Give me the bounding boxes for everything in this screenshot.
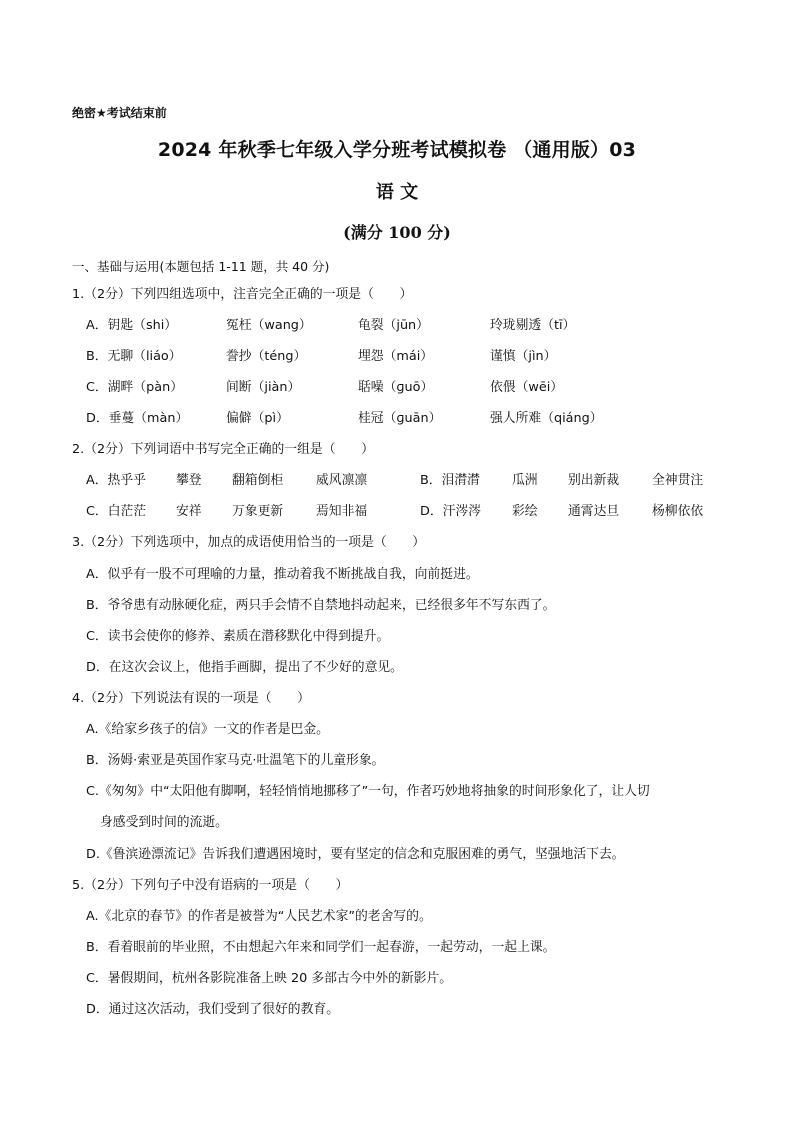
q3-option-d: D．在这次会议上，他指手画脚，提出了不少好的意见。 <box>86 660 403 675</box>
q2-option-d-4: 杨柳依依 <box>652 504 704 519</box>
q1-option-a-3: 龟裂（jūn） <box>358 318 429 333</box>
q1-option-c-3: 聒噪（ɡuō） <box>358 380 434 395</box>
q1-option-b-2: 誊抄（téng） <box>226 349 307 364</box>
q1-option-a-4: 玲珑剔透（tī） <box>490 318 576 333</box>
q4-option-b: B．汤姆·索亚是英国作家马克·吐温笔下的儿童形象。 <box>86 753 385 768</box>
q2-option-b-4: 全神贯注 <box>652 473 704 488</box>
q2-option-c-3: 万象更新 <box>232 504 284 519</box>
q1-option-d-4: 强人所难（qiáng） <box>490 411 603 426</box>
question-5-stem: 5.（2分）下列句子中没有语病的一项是（ ） <box>72 878 349 893</box>
q5-option-b: B．看着眼前的毕业照，不由想起六年来和同学们一起春游，一起劳动，一起上课。 <box>86 940 556 955</box>
q2-option-c-2: 安祥 <box>176 504 202 519</box>
q4-option-c: C.《匆匆》中“太阳他有脚啊，轻轻悄悄地挪移了”一句，作者巧妙地将抽象的时间形象化了，让人切 <box>86 784 650 799</box>
subject-title: 语 文 <box>375 182 419 203</box>
q3-option-c: C．读书会使你的修养、素质在潜移默化中得到提升。 <box>86 629 390 644</box>
q1-option-c-1: C．湖畔（pàn） <box>86 380 183 395</box>
q2-option-b-3: 别出新裁 <box>568 473 620 488</box>
q2-option-a-3: 翻箱倒柜 <box>232 473 284 488</box>
question-4-stem: 4.（2分）下列说法有误的一项是（ ） <box>72 691 310 706</box>
q4-option-c-continued: 身感受到时间的流逝。 <box>100 815 228 830</box>
q1-option-c-2: 间断（jiàn） <box>226 380 301 395</box>
q5-option-a: A.《北京的春节》的作者是被誉为“人民艺术家”的老舍写的。 <box>86 909 432 924</box>
q1-option-b-1: B．无聊（liáo） <box>86 349 182 364</box>
q1-option-d-3: 桂冠（ɡuān） <box>358 411 442 426</box>
q1-option-b-3: 埋怨（mái） <box>358 349 434 364</box>
question-3-stem: 3.（2分）下列选项中，加点的成语使用恰当的一项是（ ） <box>72 535 426 550</box>
q1-option-d-1: D．垂蔓（màn） <box>86 411 189 426</box>
q4-option-d: D.《鲁滨逊漂流记》告诉我们遭遇困境时，要有坚定的信念和克服困难的勇气，坚强地活下去。 <box>86 847 625 862</box>
q5-option-c: C．暑假期间，杭州各影院准备上映 20 多部古今中外的新影片。 <box>86 971 453 986</box>
q2-option-a-2: 攀登 <box>176 473 202 488</box>
total-score: (满分 100 分) <box>343 223 451 242</box>
confidential-label: 绝密★考试结束前 <box>72 106 167 120</box>
q1-option-a-2: 冤枉（wang） <box>226 318 312 333</box>
q2-option-a-1: A．热乎乎 <box>86 473 146 488</box>
question-2-stem: 2.（2分）下列词语中书写完全正确的一组是（ ） <box>72 442 374 457</box>
q1-option-a-1: A．钥匙（shi） <box>86 318 178 333</box>
q2-option-b-2: 瓜洲 <box>512 473 538 488</box>
section-heading: 一、基础与运用(本题包括 1-11 题，共 40 分) <box>72 259 330 274</box>
q2-option-d-3: 通霄达旦 <box>568 504 620 519</box>
q2-option-d-2: 彩绘 <box>512 504 538 519</box>
q2-option-d-1: D．汗涔涔 <box>420 504 482 519</box>
q2-option-c-4: 焉知非福 <box>316 504 368 519</box>
exam-title: 2024 年秋季七年级入学分班考试模拟卷 （通用版）03 <box>157 139 637 161</box>
question-1-stem: 1.（2分）下列四组选项中，注音完全正确的一项是（ ） <box>72 287 413 302</box>
q1-option-c-4: 依偎（wēi） <box>490 380 564 395</box>
q2-option-c-1: C．白茫茫 <box>86 504 147 519</box>
q5-option-d: D．通过这次活动，我们受到了很好的教育。 <box>86 1002 339 1017</box>
q2-option-a-4: 威风凛凛 <box>316 473 368 488</box>
q3-option-a: A．似乎有一股不可理喻的力量，推动着我不断挑战自我，向前挺进。 <box>86 567 479 582</box>
q1-option-b-4: 谨慎（jìn） <box>490 349 557 364</box>
q3-option-b: B．爷爷患有动脉硬化症，两只手会情不自禁地抖动起来，已经很多年不写东西了。 <box>86 598 556 613</box>
q2-option-b-1: B．泪潸潸 <box>420 473 480 488</box>
q1-option-d-2: 偏僻（pì） <box>226 411 289 426</box>
q4-option-a: A.《给家乡孩子的信》一文的作者是巴金。 <box>86 722 329 737</box>
